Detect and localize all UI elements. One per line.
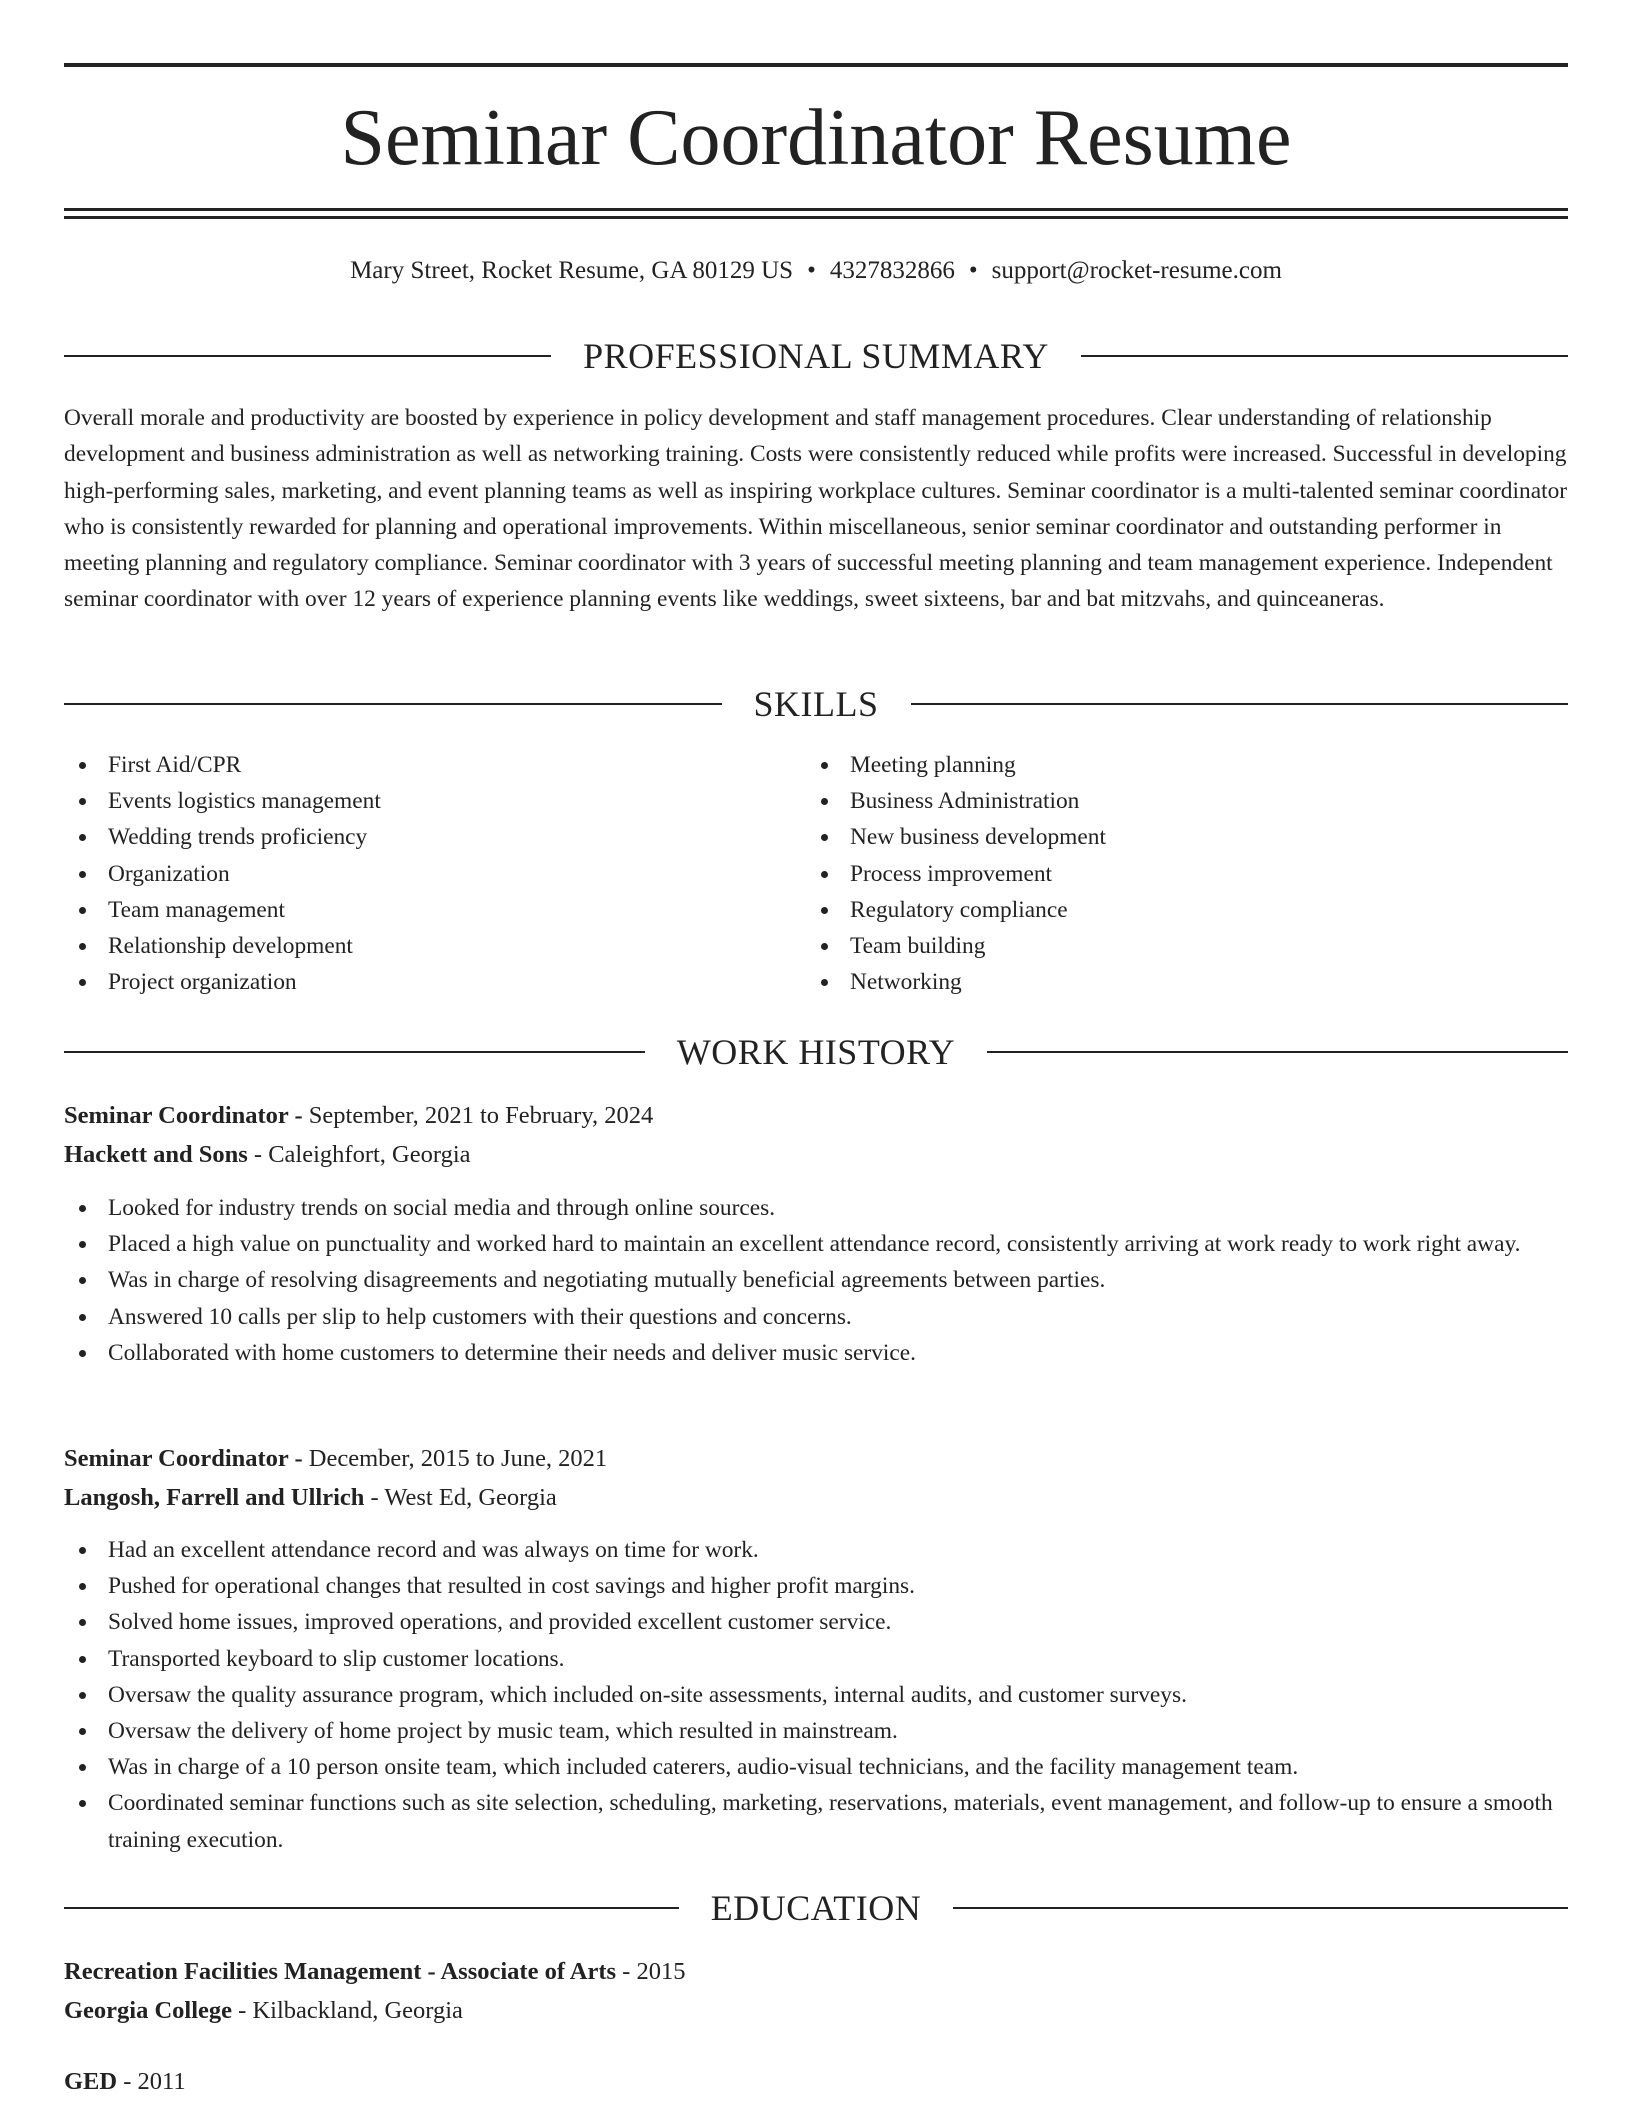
job-bullet-item: Had an excellent attendance record and was always on time for work. — [64, 1532, 1568, 1568]
resume-title: Seminar Coordinator Resume — [340, 94, 1292, 182]
job-title: Seminar Coordinator — [64, 1102, 289, 1129]
dash: - — [616, 1958, 637, 1985]
job-bullets — [64, 1190, 1568, 1371]
job-bullet-item: Was in charge of a 10 person onsite team, which included caterers, audio-visual technicians, and the facility management team. — [64, 1749, 1568, 1785]
job-title: Seminar Coordinator — [64, 1445, 289, 1472]
job-bullet-item: Solved home issues, improved operations, and provided excellent customer service. — [64, 1604, 1568, 1640]
education-year: 2011 — [137, 2068, 186, 2095]
skills-list-right — [806, 747, 1506, 1000]
job-entry — [64, 1439, 1568, 1517]
dash: - — [117, 2068, 138, 2095]
job-dates: December, 2015 to June, 2021 — [308, 1445, 608, 1472]
skill-item: Project organization — [64, 964, 764, 1000]
job-entry — [64, 1096, 1568, 1174]
skill-item: First Aid/CPR — [64, 747, 764, 783]
skill-item: Organization — [64, 856, 764, 892]
heading-rule-left — [64, 1051, 645, 1053]
education-degree: GED — [64, 2068, 118, 2095]
heading-rule-left — [64, 703, 722, 705]
job-title-line — [64, 1439, 1568, 1478]
skill-item: Meeting planning — [806, 747, 1506, 783]
section-heading-skills — [64, 682, 1568, 726]
section-heading-education — [64, 1886, 1568, 1930]
job-bullet-item: Answered 10 calls per slip to help customers with their questions and concerns. — [64, 1299, 1568, 1335]
skill-item: Networking — [806, 964, 1506, 1000]
heading-rule-right — [1081, 355, 1568, 357]
contact-address: Mary Street, Rocket Resume, GA 80129 US — [350, 257, 794, 284]
section-heading-label: SKILLS — [753, 684, 879, 724]
skill-item: Relationship development — [64, 928, 764, 964]
job-bullet-item: Coordinated seminar functions such as site selection, scheduling, marketing, reservations, materials, event management, and follow-up to ensure a smooth training execution. — [64, 1785, 1568, 1857]
section-heading-label: WORK HISTORY — [676, 1032, 956, 1072]
education-location: Kilbackland, Georgia — [252, 1997, 463, 2024]
education-degree-line — [64, 1952, 1568, 1991]
job-bullet-item: Oversaw the delivery of home project by music team, which resulted in mainstream. — [64, 1713, 1568, 1749]
skill-item: Team management — [64, 892, 764, 928]
job-company-line — [64, 1478, 1568, 1517]
contact-email: support@rocket-resume.com — [991, 257, 1282, 284]
job-bullet-item: Transported keyboard to slip customer locations. — [64, 1641, 1568, 1677]
education-school: Georgia College — [64, 1997, 233, 2024]
skill-item: Team building — [806, 928, 1506, 964]
education-year: 2015 — [636, 1958, 686, 1985]
header-double-rule-upper — [64, 208, 1568, 211]
job-location: Caleighfort, Georgia — [268, 1141, 471, 1168]
education-degree-line — [64, 2062, 1568, 2101]
dash: - — [288, 1102, 309, 1129]
job-company-line — [64, 1135, 1568, 1174]
job-bullet-item: Looked for industry trends on social media and through online sources. — [64, 1190, 1568, 1226]
dash: - — [288, 1445, 309, 1472]
job-title-line — [64, 1096, 1568, 1135]
heading-rule-left — [64, 1907, 679, 1909]
job-bullet-item: Oversaw the quality assurance program, which included on-site assessments, internal audits, and customer surveys. — [64, 1677, 1568, 1713]
education-entry — [64, 1952, 1568, 2030]
education-degree: Recreation Facilities Management - Associate of Arts — [64, 1958, 617, 1985]
dash: - — [247, 1141, 269, 1168]
dash: - — [364, 1484, 385, 1511]
contact-phone: 4327832866 — [829, 257, 955, 284]
job-bullets — [64, 1532, 1568, 1858]
skill-item: Business Administration — [806, 783, 1506, 819]
job-bullet-item: Collaborated with home customers to determine their needs and deliver music service. — [64, 1335, 1568, 1371]
header-double-rule-lower — [64, 216, 1568, 219]
section-heading-label: PROFESSIONAL SUMMARY — [583, 336, 1049, 376]
heading-rule-right — [987, 1051, 1568, 1053]
education-entry — [64, 2062, 1568, 2101]
skill-item: Process improvement — [806, 856, 1506, 892]
section-heading-summary — [64, 334, 1568, 378]
header-top-rule — [64, 63, 1568, 67]
job-company: Hackett and Sons — [64, 1141, 248, 1168]
skill-item: Events logistics management — [64, 783, 764, 819]
contact-separator: • — [968, 257, 978, 284]
skill-item: Regulatory compliance — [806, 892, 1506, 928]
section-heading-work-history — [64, 1030, 1568, 1074]
job-bullet-item: Was in charge of resolving disagreements and negotiating mutually beneficial agreements between parties. — [64, 1262, 1568, 1298]
job-bullet-item: Placed a high value on punctuality and worked hard to maintain an excellent attendance record, consistently arriving at work ready to work right away. — [64, 1226, 1568, 1262]
job-dates: September, 2021 to February, 2024 — [308, 1102, 654, 1129]
heading-rule-left — [64, 355, 551, 357]
contact-line — [64, 254, 1568, 288]
skills-list-left — [64, 747, 764, 1000]
education-school-line — [64, 1991, 1568, 2030]
skill-item: New business development — [806, 819, 1506, 855]
dash: - — [232, 1997, 253, 2024]
heading-rule-right — [953, 1907, 1568, 1909]
job-location: West Ed, Georgia — [384, 1484, 557, 1511]
job-company: Langosh, Farrell and Ullrich — [64, 1484, 365, 1511]
summary-text: Overall morale and productivity are boosted by experience in policy development and staff management procedures. Clear understanding of relationship development and business administration as well as networking training. Costs were consistently reduced while profits were increased. Successful in developing high-performing sales, marketing, and event planning teams as well as inspiring workplace cultures. Seminar coordinator is a multi-talented seminar coordinator who is consistently rewarded for planning and operational improvements. Within miscellaneous, senior seminar coordinator and outstanding performer in meeting planning and regulatory compliance. Seminar coordinator with 3 years of successful meeting planning and team management experience. Independent seminar coordinator with over 12 years of experience planning events like weddings, sweet sixteens, bar and bat mitzvahs, and quinceaneras. — [64, 405, 1568, 613]
section-heading-label: EDUCATION — [710, 1888, 922, 1928]
skill-item: Wedding trends proficiency — [64, 819, 764, 855]
heading-rule-right — [911, 703, 1569, 705]
job-bullet-item: Pushed for operational changes that resulted in cost savings and higher profit margins. — [64, 1568, 1568, 1604]
contact-separator: • — [807, 257, 816, 284]
